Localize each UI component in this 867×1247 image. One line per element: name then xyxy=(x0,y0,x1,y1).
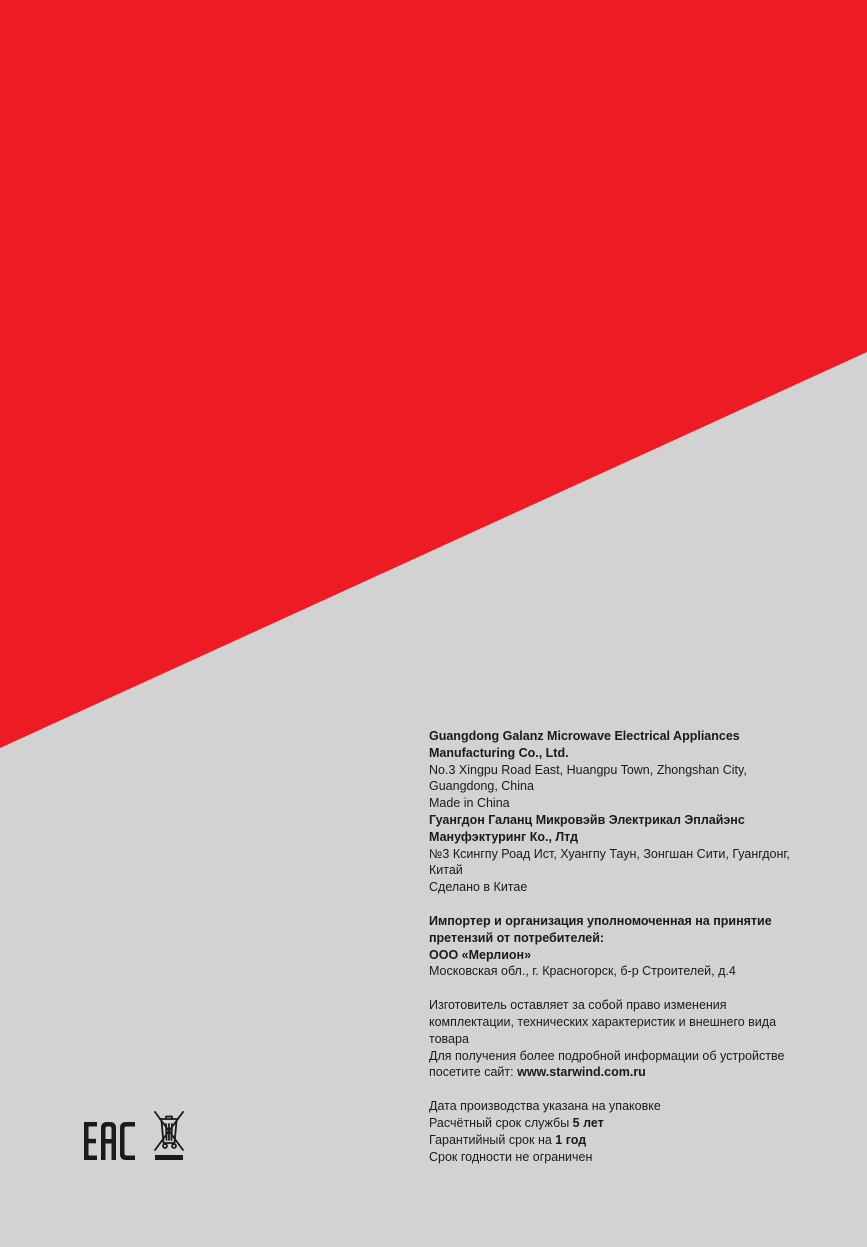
importer-heading-line2: претензий от потребителей: xyxy=(429,930,605,945)
manufacturer-address-en-line2: Guangdong, China xyxy=(429,779,534,794)
warranty xyxy=(429,1132,849,1149)
importer-company: ООО «Мерлион» xyxy=(429,947,532,962)
notice-line2: комплектации, технических характеристик и внешнего вида xyxy=(429,1014,777,1029)
section-gap xyxy=(429,896,849,913)
manufacturer-name-en-line1: Guangdong Galanz Microwave Electrical Appliances xyxy=(429,729,740,743)
warranty-value: 1 год xyxy=(555,1132,587,1147)
made-in-ru: Сделано в Китае xyxy=(429,880,528,895)
manufacturer-name-ru-line2: Мануфэктуринг Ко., Лтд xyxy=(429,829,579,844)
notice-line5 xyxy=(429,1064,849,1081)
production-date-note: Дата производства указана на упаковке xyxy=(429,1099,661,1114)
section-gap xyxy=(429,1081,849,1098)
manufacturer-address-ru-line1: №3 Ксингпу Роад Ист, Хуангпу Таун, Зонгшан Сити, Гуангдонг, xyxy=(429,846,790,861)
manufacturer-address-en-line1: No.3 Xingpu Road East, Huangpu Town, Zhongshan City, xyxy=(429,762,747,777)
manufacturer-name-ru-line1: Гуангдон Галанц Микровэйв Электрикал Эплайэнс xyxy=(429,812,745,827)
service-life-value: 5 лет xyxy=(572,1115,604,1130)
importer-heading-line1: Импортер и организация уполномоченная на принятие xyxy=(429,913,772,928)
made-in-en: Made in China xyxy=(429,796,510,811)
manufacturer-address-ru-line2: Китай xyxy=(429,863,463,878)
importer-address: Московская обл., г. Красногорск, б-р Строителей, д.4 xyxy=(429,964,736,979)
service-life xyxy=(429,1115,849,1132)
notice-line1: Изготовитель оставляет за собой право изменения xyxy=(429,998,727,1013)
notice-site-prefix: посетите сайт: xyxy=(429,1065,518,1080)
shelf-life: Срок годности не ограничен xyxy=(429,1149,593,1164)
crossed-bin-icon xyxy=(152,1110,186,1164)
service-life-label: Расчётный срок службы xyxy=(429,1115,573,1130)
notice-line4: Для получения более подробной информации об устройстве xyxy=(429,1048,785,1063)
warranty-label: Гарантийный срок на xyxy=(429,1132,556,1147)
manufacturer-info-block xyxy=(429,728,849,1165)
section-gap xyxy=(429,980,849,997)
notice-line3: товара xyxy=(429,1031,469,1046)
website-link[interactable]: www.starwind.com.ru xyxy=(517,1065,646,1080)
manufacturer-name-en-line2: Manufacturing Co., Ltd. xyxy=(429,745,569,760)
eac-icon xyxy=(84,1122,136,1160)
